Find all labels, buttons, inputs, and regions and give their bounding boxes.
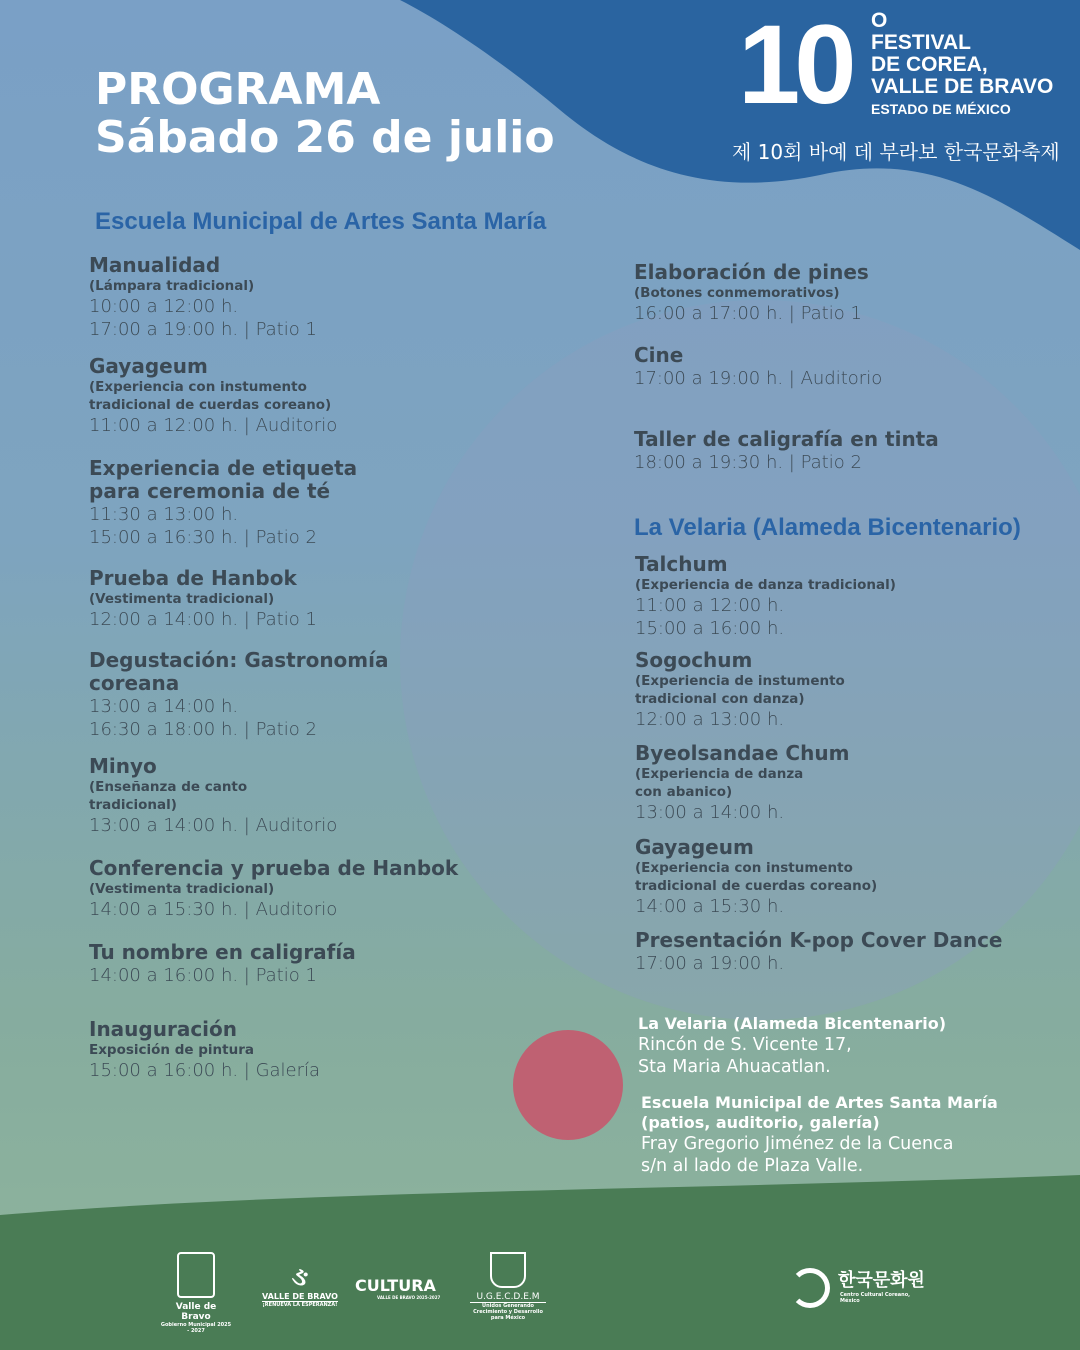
event-time: 15:00 a 16:00 h.: [635, 618, 785, 639]
logo-text: U.G.E.C.D.E.M: [470, 1292, 546, 1303]
logo-subtext: Unidos Generando Crecimiento y Desarrollo para México: [473, 1303, 543, 1321]
festival-number: 10: [738, 2, 851, 127]
ordinal: O: [871, 9, 888, 32]
location-address: Sta Maria Ahuacatlan.: [638, 1057, 831, 1077]
event-name: Gayageum: [635, 835, 754, 859]
butterfly-icon: ઙ: [291, 1262, 309, 1292]
event-time: 13:00 a 14:00 h.: [635, 802, 785, 823]
event-item: [635, 553, 1075, 640]
event-time: 17:00 a 19:00 h. | Auditorio: [634, 368, 883, 389]
event-description: (Enseñanza de canto: [89, 779, 248, 795]
emblem-icon: [490, 1252, 526, 1288]
fest-line: FESTIVAL: [871, 31, 971, 54]
event-name: Cine: [634, 343, 684, 367]
venue-heading-velaria: La Velaria (Alameda Bicentenario): [634, 514, 1021, 541]
event-name: Degustación: Gastronomía: [89, 648, 389, 672]
event-time: 11:00 a 12:00 h.: [635, 595, 785, 616]
event-name: Taller de caligrafía en tinta: [634, 427, 939, 451]
event-item: [89, 649, 529, 741]
event-item: [634, 344, 1074, 390]
event-time: 17:00 a 19:00 h.: [635, 953, 785, 974]
location-name: La Velaria (Alameda Bicentenario): [638, 1014, 947, 1033]
event-description: (Botones conmemorativos): [634, 285, 840, 301]
logo-text: Valle de Bravo: [175, 1302, 217, 1322]
event-description: con abanico): [635, 784, 733, 800]
logo-valle-bravo-renueva: [262, 1262, 338, 1308]
location-name: Escuela Municipal de Artes Santa María: [641, 1093, 998, 1112]
event-name: Presentación K-pop Cover Dance: [635, 928, 1003, 952]
location-address: Fray Gregorio Jiménez de la Cuenca: [641, 1134, 954, 1154]
event-name: Sogochum: [635, 648, 753, 672]
event-name: Elaboración de pines: [634, 260, 869, 284]
event-description: (Lámpara tradicional): [89, 278, 255, 294]
date-line: Sábado 26 de julio: [95, 112, 555, 163]
event-time: 11:00 a 12:00 h. | Auditorio: [89, 415, 338, 436]
logo-subtext: VALLE DE BRAVO 2025-2027: [377, 1295, 441, 1300]
event-item: [89, 254, 529, 341]
event-time: 13:00 a 14:00 h. | Auditorio: [89, 815, 338, 836]
event-description: tradicional de cuerdas coreano): [89, 397, 332, 413]
event-name: Conferencia y prueba de Hanbok: [89, 856, 459, 880]
event-item: [89, 1018, 529, 1082]
event-item: [89, 941, 529, 987]
event-time: 14:00 a 15:30 h. | Auditorio: [89, 899, 338, 920]
mascot-illustration: [513, 1030, 623, 1140]
event-name: Tu nombre en caligrafía: [89, 940, 356, 964]
logo-valle-de-bravo: [160, 1252, 232, 1334]
event-time: 15:00 a 16:30 h. | Patio 2: [89, 527, 317, 548]
event-item: [89, 755, 529, 837]
event-time: 11:30 a 13:00 h.: [89, 504, 239, 525]
logo-centro-cultural-coreano: [790, 1266, 930, 1304]
event-time: 14:00 a 16:00 h. | Patio 1: [89, 965, 317, 986]
event-item: [89, 355, 529, 437]
taegeuk-icon: [790, 1268, 830, 1308]
coat-of-arms-icon: [177, 1252, 215, 1298]
fest-line: DE COREA,: [871, 53, 988, 76]
location-address: Rincón de S. Vicente 17,: [638, 1035, 852, 1055]
logo-text: VALLE DE BRAVO: [262, 1292, 338, 1301]
event-time: 16:30 a 18:00 h. | Patio 2: [89, 719, 317, 740]
event-item: [635, 929, 1075, 975]
festival-name: [871, 10, 1053, 120]
event-description: (Vestimenta tradicional): [89, 881, 275, 897]
event-name: Prueba de Hanbok: [89, 566, 297, 590]
event-item: [635, 742, 1075, 824]
event-time: 17:00 a 19:00 h. | Patio 1: [89, 319, 317, 340]
event-name: Manualidad: [89, 253, 221, 277]
event-name: para ceremonia de té: [89, 479, 331, 503]
event-name: Talchum: [635, 552, 728, 576]
event-time: 14:00 a 15:30 h.: [635, 896, 785, 917]
logo-text: CULTURA: [355, 1276, 436, 1295]
page-title: [95, 66, 555, 162]
event-name: Experiencia de etiqueta: [89, 456, 358, 480]
event-description: (Vestimenta tradicional): [89, 591, 275, 607]
event-name: Minyo: [89, 754, 157, 778]
event-description: tradicional): [89, 797, 177, 813]
event-name: Inauguración: [89, 1017, 238, 1041]
event-item: [635, 836, 1075, 918]
location-school: [641, 1093, 998, 1177]
event-description: (Experiencia de danza tradicional): [635, 577, 896, 593]
event-item: [634, 428, 1074, 474]
event-item: [89, 857, 529, 921]
event-description: (Experiencia con instumento: [635, 860, 853, 876]
event-time: 16:00 a 17:00 h. | Patio 1: [634, 303, 862, 324]
event-time: 18:00 a 19:30 h. | Patio 2: [634, 452, 862, 473]
logo-subtext: Gobierno Municipal 2025 - 2027: [160, 1322, 232, 1334]
fest-line: VALLE DE BRAVO: [871, 75, 1054, 98]
event-description: (Experiencia de instumento: [635, 673, 845, 689]
event-time: 13:00 a 14:00 h.: [89, 696, 239, 717]
event-item: [634, 261, 1074, 325]
logo-subtext: Centro Cultural Coreano, México: [840, 1292, 911, 1304]
event-time: 12:00 a 13:00 h.: [635, 709, 785, 730]
location-name: (patios, auditorio, galería): [641, 1113, 880, 1132]
event-name: Gayageum: [89, 354, 208, 378]
logo-subtext: ¡RENUEVA LA ESPERANZA!: [262, 1302, 338, 1308]
location-velaria: [638, 1014, 946, 1078]
location-address: s/n al lado de Plaza Valle.: [641, 1156, 864, 1176]
event-time: 10:00 a 12:00 h.: [89, 296, 239, 317]
korean-title: 제 10회 바예 데 부라보 한국문화축제: [732, 140, 1060, 164]
event-item: [89, 567, 529, 631]
event-description: tradicional con danza): [635, 691, 805, 707]
event-description: tradicional de cuerdas coreano): [635, 878, 878, 894]
event-name: coreana: [89, 671, 180, 695]
event-time: 12:00 a 14:00 h. | Patio 1: [89, 609, 317, 630]
logo-ugecdem: [470, 1252, 546, 1321]
venue-heading-school: Escuela Municipal de Artes Santa María: [95, 208, 547, 235]
logo-cultura: [355, 1276, 455, 1300]
event-name: Byeolsandae Chum: [635, 741, 850, 765]
logo-text: 한국문화원: [838, 1270, 925, 1291]
event-item: [635, 649, 1075, 731]
event-time: 15:00 a 16:00 h. | Galería: [89, 1060, 321, 1081]
event-description: (Experiencia con instumento: [89, 379, 307, 395]
event-description: Exposición de pintura: [89, 1042, 254, 1058]
event-item: [89, 457, 529, 549]
fest-state: ESTADO DE MÉXICO: [871, 101, 1011, 117]
event-description: (Experiencia de danza: [635, 766, 804, 782]
title-line: PROGRAMA: [95, 64, 381, 115]
